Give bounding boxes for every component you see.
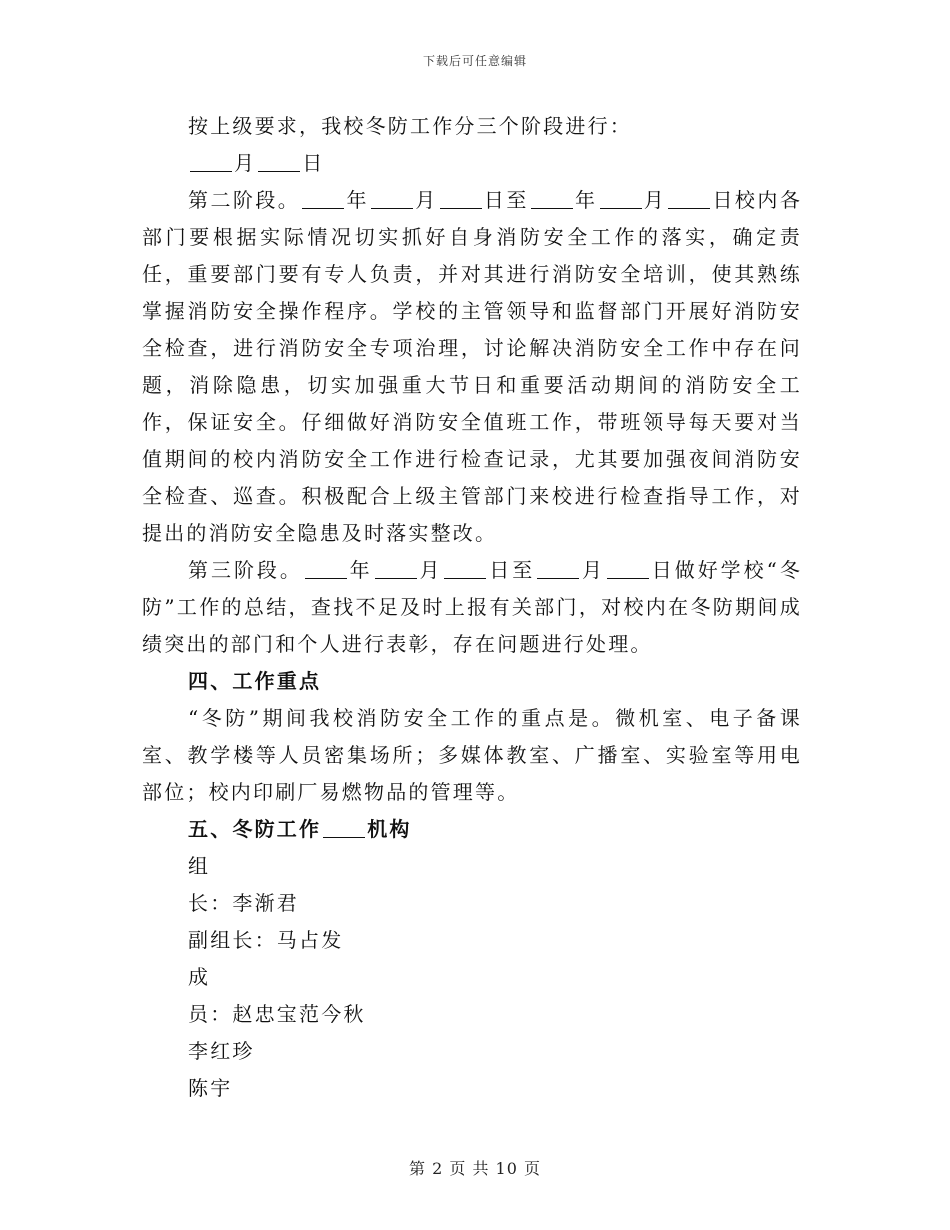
heading-organization-prefix: 五、冬防工作 <box>188 817 322 841</box>
blank-line <box>440 188 482 209</box>
blank-line <box>607 558 649 579</box>
blank-line <box>305 558 347 579</box>
page-header: 下载后可任意编辑 <box>422 54 527 68</box>
blank-line <box>371 188 413 209</box>
blank-line <box>258 151 300 172</box>
org-line-members: 员：赵忠宝范今秋 <box>188 1002 366 1026</box>
paragraph-date-line <box>142 145 802 182</box>
year-label: 年 <box>574 188 598 212</box>
month-label: 月 <box>581 558 605 582</box>
blank-line <box>190 151 232 172</box>
blank-line <box>302 188 344 209</box>
org-line-leader: 长：李渐君 <box>188 891 299 915</box>
blank-line <box>537 558 579 579</box>
year-label: 年 <box>346 188 369 212</box>
date-month-label: 月 <box>234 151 257 175</box>
paragraph-stage-three <box>142 552 802 663</box>
blank-line <box>375 558 417 579</box>
org-line-deputy: 副组长：马占发 <box>188 928 344 952</box>
paragraph-work-focus: “冬防”期间我校消防安全工作的重点是。微机室、电子备课室、教学楼等人员密集场所；多媒体教室、广播室、实验室等用电部位；校内印刷厂易燃物品的管理等。 <box>142 706 802 804</box>
month-label: 月 <box>414 188 438 212</box>
page-footer: 第 2 页 共 10 页 <box>409 1159 541 1178</box>
paragraph-stage-two <box>142 182 802 552</box>
stage-three-title: 第三阶段。 <box>188 558 303 582</box>
org-line-1: 组 <box>188 854 211 878</box>
stage-two-title: 第二阶段。 <box>188 188 301 212</box>
heading-work-focus: 四、工作重点 <box>188 669 322 693</box>
blank-line <box>531 188 573 209</box>
org-line-4: 成 <box>188 965 211 989</box>
blank-line <box>600 188 642 209</box>
document-body <box>142 108 802 1107</box>
month-label: 月 <box>643 188 667 212</box>
org-line-member-chen: 陈宇 <box>188 1076 233 1100</box>
date-day-label: 日 <box>302 151 325 175</box>
blank-line <box>444 558 486 579</box>
heading-organization-suffix: 机构 <box>367 817 412 841</box>
blank-line <box>323 817 365 838</box>
stage-two-body: 日校内各部门要根据实际情况切实抓好自身消防安全工作的落实，确定责任，重要部门要有专人负责，并对其进行消防安全培训，使其熟练掌握消防安全操作程序。学校的主管领导和监督部门开展好消防安全检查，进行消防安全专项治理，讨论解决消防安全工作中存在问题，消除隐患，切实加强重大节日和重要活动期间的消防安全工作，保证安全。仔细做好消防安全值班工作，带班领导每天要对当值期间的校内消防安全工作进行检查记录，尤其要加强夜间消防安全检查、巡查。积极配合上级主管部门来校进行检查指导工作，对提出的消防安全隐患及时落实整改。 <box>142 188 803 545</box>
org-line-member-li: 李红珍 <box>188 1039 255 1063</box>
year-label: 年 <box>348 558 373 582</box>
month-label: 月 <box>418 558 443 582</box>
paragraph-intro: 按上级要求，我校冬防工作分三个阶段进行： <box>188 114 632 138</box>
day-to-label: 日至 <box>483 188 529 212</box>
day-to-label: 日至 <box>488 558 536 582</box>
blank-line <box>668 188 710 209</box>
heading-organization <box>142 811 802 848</box>
stage-three-body: 日做好学校“冬防”工作的总结，查找不足及时上报有关部门，对校内在冬防期间成绩突出的部门和个人进行表彰，存在问题进行处理。 <box>142 558 803 656</box>
